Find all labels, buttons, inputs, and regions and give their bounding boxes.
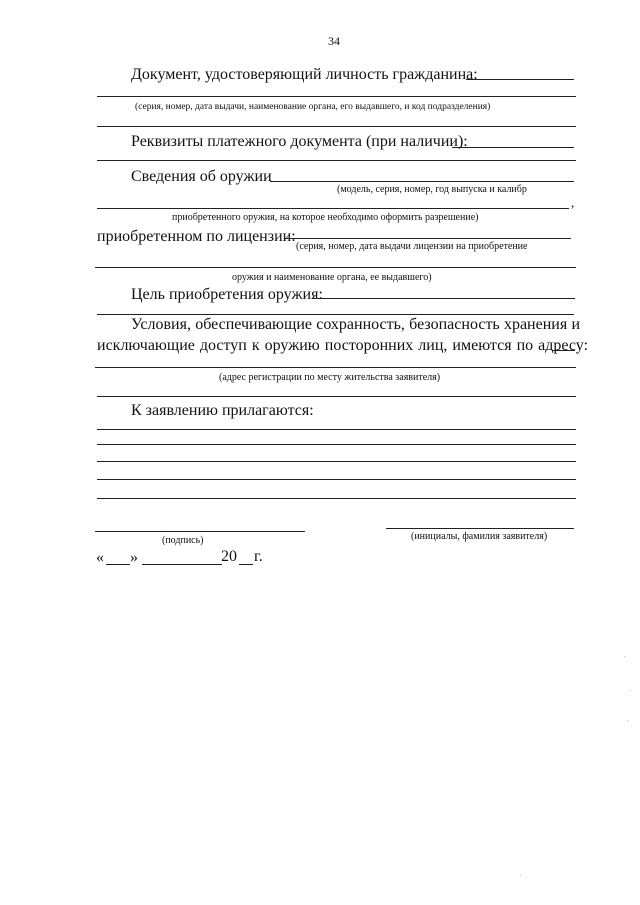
date-year-field[interactable] xyxy=(239,564,253,565)
scan-speck xyxy=(627,720,628,721)
date-day-field[interactable] xyxy=(106,564,130,565)
payment-document-field-line-2[interactable] xyxy=(97,160,576,161)
storage-address-field[interactable] xyxy=(552,350,575,351)
attachments-line-3[interactable] xyxy=(97,461,576,462)
attachments-line-2[interactable] xyxy=(97,444,576,445)
purpose-field[interactable] xyxy=(312,298,575,299)
date-year-suffix: г. xyxy=(254,548,263,565)
signature-hint: (подпись) xyxy=(162,535,204,546)
attachments-line-1[interactable] xyxy=(97,429,576,430)
license-field[interactable] xyxy=(284,238,571,239)
identity-document-hint: (серия, номер, дата выдачи, наименование органа, его выдавшего, и код подразделения) xyxy=(135,102,491,112)
signature-field[interactable] xyxy=(95,531,305,532)
purpose-label: Цель приобретения оружия: xyxy=(131,286,323,303)
date-year-prefix: 20 xyxy=(221,548,237,565)
page-number: 34 xyxy=(328,34,340,48)
license-label: приобретенном по лицензии: xyxy=(97,228,296,245)
payment-document-field[interactable] xyxy=(452,147,574,148)
weapon-purchased-hint: приобретенного оружия, на которое необходимо оформить разрешение) xyxy=(172,212,479,223)
license-authority-hint: оружия и наименование органа, ее выдавшего) xyxy=(232,272,432,283)
storage-conditions-line-2: исключающие доступ к оружию посторонних лиц, имеются по адресу: xyxy=(97,337,589,354)
payment-document-label: Реквизиты платежного документа (при наличии): xyxy=(131,133,468,150)
weapon-comma: , xyxy=(571,195,575,210)
license-hint: (серия, номер, дата выдачи лицензии на приобретение xyxy=(296,241,528,252)
storage-address-hint: (адрес регистрации по месту жительства заявителя) xyxy=(219,372,441,383)
storage-conditions-line-1: Условия, обеспечивающие сохранность, безопасность хранения и xyxy=(131,316,580,333)
date-open-quote: « xyxy=(96,549,104,566)
identity-document-label: Документ, удостоверяющий личность гражданина: xyxy=(131,66,478,83)
identity-document-field-line-2[interactable] xyxy=(97,96,576,97)
attachments-label: К заявлению прилагаются: xyxy=(131,402,314,419)
applicant-name-field[interactable] xyxy=(386,528,574,529)
attachments-line-5[interactable] xyxy=(97,498,576,499)
applicant-name-hint: (инициалы, фамилия заявителя) xyxy=(411,531,548,542)
identity-document-field[interactable] xyxy=(466,79,574,80)
storage-address-field-line-2[interactable] xyxy=(95,367,576,368)
weapon-model-hint: (модель, серия, номер, год выпуска и калибр xyxy=(337,184,527,195)
weapon-info-label: Сведения об оружии xyxy=(131,168,272,185)
date-close-quote: » xyxy=(130,549,138,566)
weapon-info-field[interactable] xyxy=(270,181,574,182)
license-field-line-2[interactable] xyxy=(95,267,576,268)
weapon-info-field-line-2[interactable] xyxy=(97,208,569,209)
storage-address-field-line-3[interactable] xyxy=(97,396,576,397)
date-month-field[interactable] xyxy=(142,564,222,565)
scan-speck xyxy=(520,875,521,876)
identity-document-field-line-3[interactable] xyxy=(97,126,576,127)
attachments-line-4[interactable] xyxy=(97,479,576,480)
scan-speck xyxy=(630,690,631,691)
scan-speck xyxy=(624,656,625,657)
